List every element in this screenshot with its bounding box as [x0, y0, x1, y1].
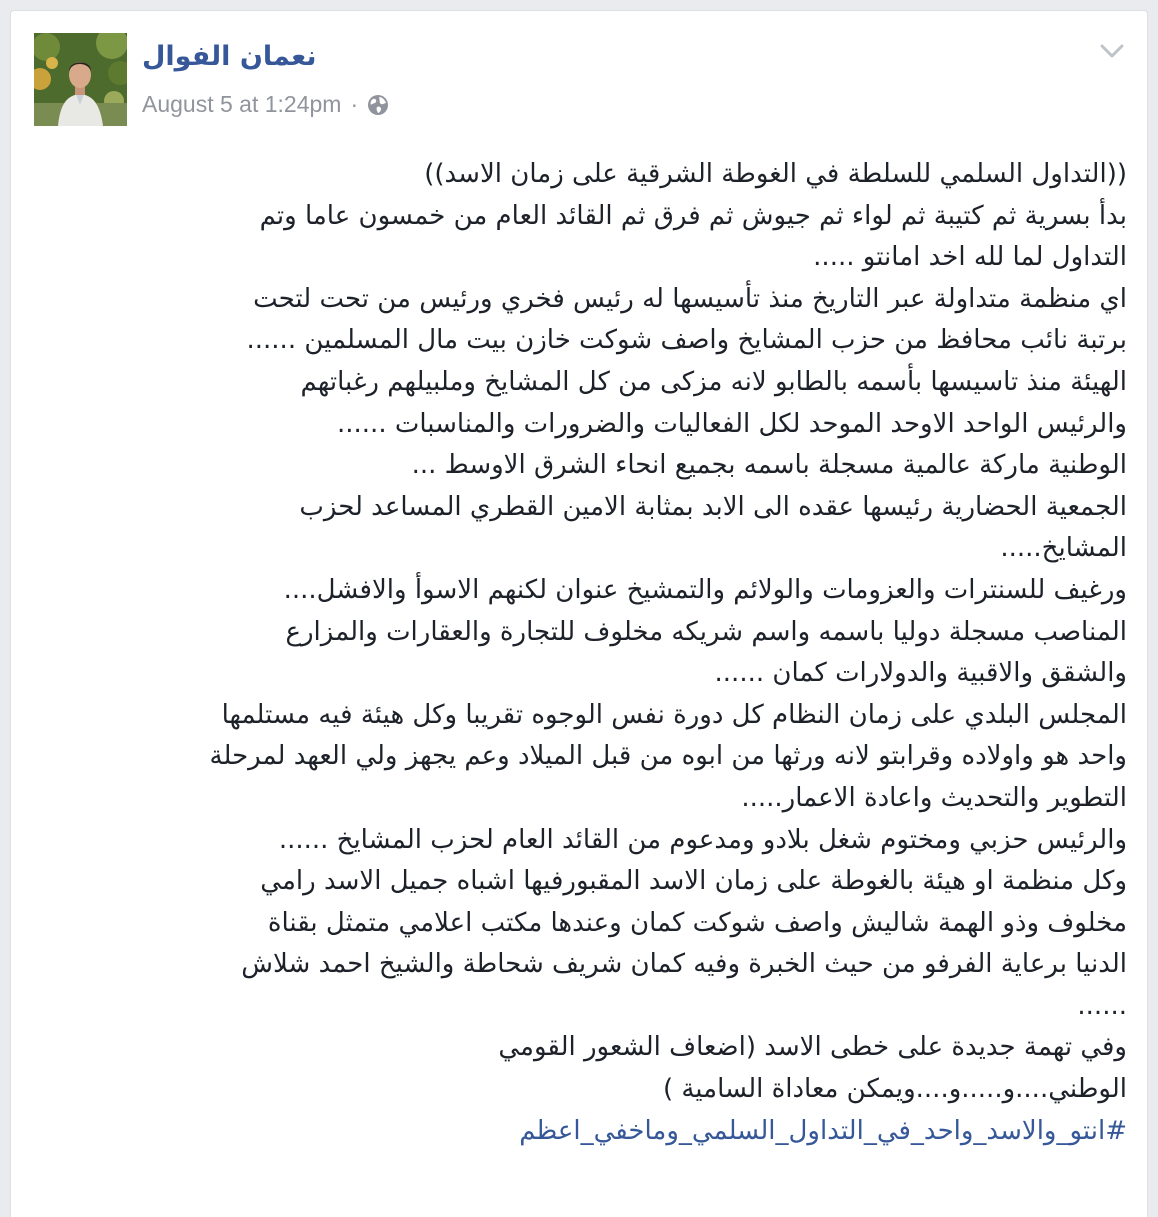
- avatar[interactable]: [34, 33, 127, 126]
- post-line: والرئيس الواحد الاوحد الموحد لكل الفعاليات والضرورات والمناسبات ......: [337, 408, 1127, 439]
- post-line: اي منظمة متداولة عبر التاريخ منذ تأسيسها له رئيس فخري ورئيس من تحت لتحت: [253, 283, 1127, 314]
- post-line: المناصب مسجلة دوليا باسمه واسم شريكه مخلوف للتجارة والعقارات والمزارع: [285, 616, 1127, 647]
- post-line: وكل منظمة او هيئة بالغوطة على زمان الاسد المقبورفيها اشباه جميل الاسد رامي: [260, 866, 1127, 897]
- globe-icon[interactable]: [367, 94, 389, 116]
- post-line: الدنيا برعاية الفرفو من حيث الخبرة وفيه كمان شريف شحاطة والشيخ احمد شلاش: [241, 949, 1127, 980]
- post-line: مخلوف وذو الهمة شاليش واصف شوكت كمان وعندها مكتب اعلامي متمثل بقناة: [267, 907, 1127, 938]
- post-line: ((التداول السلمي للسلطة في الغوطة الشرقية على زمان الاسد)): [424, 159, 1127, 189]
- post-line: بدأ بسرية ثم كتيبة ثم لواء ثم جيوش ثم فرق ثم القائد العام من خمسون عاما وتم: [259, 200, 1127, 231]
- post-line: التداول لما لله اخد امانتو .....: [813, 242, 1127, 273]
- post-meta: [142, 91, 389, 118]
- post-line: الهيئة منذ تاسيسها بأسمه بالطابو لانه مزكى من كل المشايخ وملبيلهم رغباتهم: [300, 366, 1127, 397]
- avatar-photo: [34, 33, 127, 126]
- meta-separator: ·: [350, 91, 359, 117]
- post-line: والرئيس حزبي ومختوم شغل بلادو ومدعوم من القائد العام لحزب المشايخ ......: [278, 824, 1127, 855]
- hashtag-link[interactable]: #انتو_والاسد_واحد_في_التداول_السلمي_وماخفي_اعظم: [519, 1115, 1127, 1146]
- post-card: [10, 10, 1148, 1217]
- post-line: الوطني....و.....و....ويمكن معاداة السامية ): [662, 1074, 1127, 1105]
- post-line: ......: [1077, 990, 1127, 1021]
- post-line: الجمعية الحضارية رئيسها عقده الى الابد بمثابة الامين القطري المساعد لحزب: [299, 491, 1127, 522]
- post-body: [49, 154, 1127, 1152]
- post-line: ورغيف للسنترات والعزومات والولائم والتمشيخ عنوان لكنهم الاسوأ والافشل....: [283, 574, 1127, 605]
- post-line: برتبة نائب محافظ من حزب المشايخ واصف شوكت خازن بيت مال المسلمين ......: [246, 325, 1127, 356]
- post-line: الوطنية ماركة عالمية مسجلة باسمه بجميع انحاء الشرق الاوسط ...: [411, 450, 1127, 481]
- post-line: المجلس البلدي على زمان النظام كل دورة نفس الوجوه تقريبا وكل هيئة فيه مستلمها: [221, 699, 1127, 730]
- post-line: المشايخ.....: [1000, 533, 1127, 564]
- post-line: والشقق والاقبية والدولارات كمان ......: [714, 658, 1127, 689]
- post-line: وفي تهمة جديدة على خطى الاسد (اضعاف الشعور القومي: [498, 1032, 1127, 1063]
- chevron-down-icon[interactable]: [1099, 41, 1125, 61]
- post-line: التطوير والتحديث واعادة الاعمار.....: [741, 782, 1127, 813]
- author-name[interactable]: نعمان الفوال: [142, 41, 317, 72]
- post-timestamp[interactable]: August 5 at 1:24pm: [142, 91, 342, 117]
- post-line: واحد هو واولاده وقرابتو لانه ورثها من ابوه من قبل الميلاد وعم يجهز ولي العهد لمرحلة: [209, 741, 1127, 772]
